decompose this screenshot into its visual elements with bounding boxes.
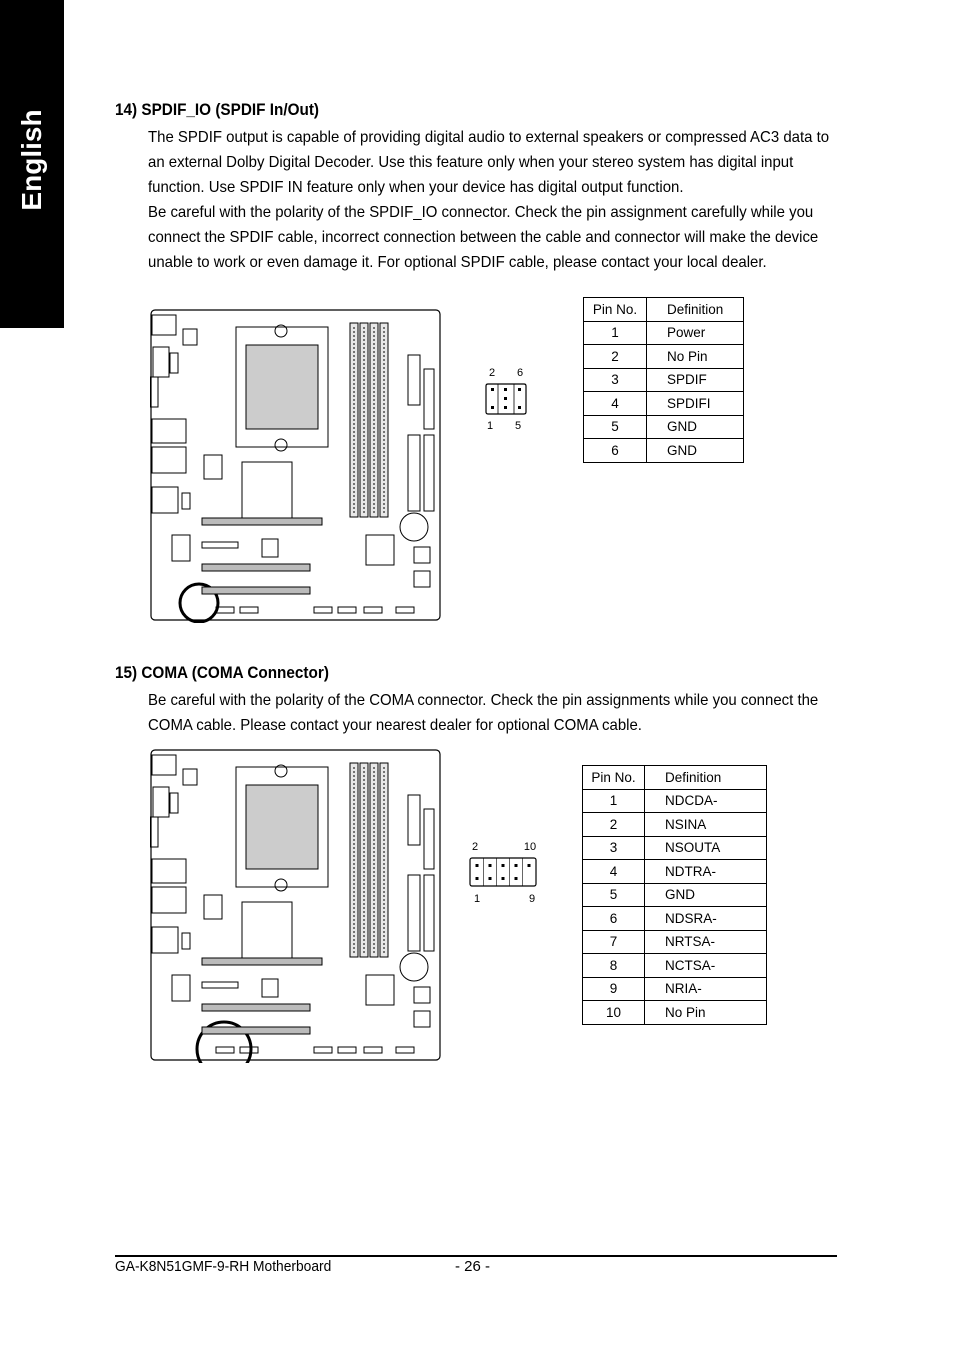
table-row [584,392,744,416]
cell-pin-no: 9 [583,977,645,1001]
cell-pin-no: 3 [584,368,647,392]
cell-definition: NRIA- [645,977,767,1001]
language-tab [0,0,64,328]
section-14-description [148,125,840,275]
cell-definition: NRTSA- [645,930,767,954]
footer-model-name: GA-K8N51GMF-9-RH Motherboard [115,1258,332,1275]
cell-definition: NDTRA- [645,860,767,884]
cell-definition: Power [647,321,744,345]
footer-page-number: - 26 - [455,1258,491,1275]
cell-definition: NDSRA- [645,907,767,931]
table-row [583,954,767,978]
cell-pin-no: 3 [583,836,645,860]
cell-pin-no: 10 [583,1001,645,1025]
cell-pin-no: 7 [583,930,645,954]
cell-pin-no: 4 [584,392,647,416]
pin-label-9: 9 [528,893,536,905]
pin-label-1: 1 [473,893,481,905]
pin-label-5: 5 [514,420,522,432]
cell-definition: GND [647,415,744,439]
pin-label-2: 2 [488,367,496,379]
table-row [584,321,744,345]
table-header-row [584,298,744,322]
motherboard-diagram-spdif [150,309,442,623]
table-row [583,813,767,837]
cell-pin-no: 5 [583,883,645,907]
motherboard-diagram-coma [150,749,442,1063]
section-14-paragraph-1: The SPDIF output is capable of providing digital audio to external speakers or compressed AC3 data to an external Dolby Digital Decoder. Use this feature only when your stereo system has digital input function. Use SPDIF IN feature only when your device has digital output function. [148,129,830,196]
cell-pin-no: 2 [584,345,647,369]
pin-label-10: 10 [523,841,537,853]
cell-pin-no: 4 [583,860,645,884]
header-pin-no: Pin No. [583,766,645,790]
cell-pin-no: 1 [584,321,647,345]
table-row [584,345,744,369]
cell-definition: SPDIFI [647,392,744,416]
cell-definition: NDCDA- [645,789,767,813]
language-tab-label: English [16,109,47,211]
table-row [583,860,767,884]
pin-label-2: 2 [471,841,479,853]
cell-definition: GND [647,439,744,463]
section-14-title: 14) SPDIF_IO (SPDIF In/Out) [115,100,320,119]
cell-definition: NSINA [645,813,767,837]
cell-pin-no: 2 [583,813,645,837]
cell-definition: GND [645,883,767,907]
cell-definition: No Pin [645,1001,767,1025]
table-row [583,836,767,860]
table-row [584,439,744,463]
coma-pin-diagram [466,838,546,908]
header-pin-no: Pin No. [584,298,647,322]
header-definition: Definition [647,298,744,322]
section-15-description [148,688,840,738]
coma-pin-table [582,765,767,1025]
table-header-row [583,766,767,790]
table-row [583,930,767,954]
footer-rule [115,1255,837,1257]
spdif-pin-diagram [478,364,538,434]
cell-pin-no: 5 [584,415,647,439]
table-row [583,977,767,1001]
table-row [584,368,744,392]
cell-pin-no: 8 [583,954,645,978]
cell-pin-no: 6 [584,439,647,463]
header-definition: Definition [645,766,767,790]
table-row [583,883,767,907]
section-15-title: 15) COMA (COMA Connector) [115,663,329,682]
spdif-pin-table [583,297,744,463]
cell-pin-no: 6 [583,907,645,931]
table-row [583,789,767,813]
table-row [584,415,744,439]
cell-definition: NCTSA- [645,954,767,978]
cell-definition: NSOUTA [645,836,767,860]
pin-label-1: 1 [486,420,494,432]
cell-definition: SPDIF [647,368,744,392]
cell-definition: No Pin [647,345,744,369]
section-14-paragraph-2: Be careful with the polarity of the SPDIF_IO connector. Check the pin assignment carefully while you connect the SPDIF cable, incorrect connection between the cable and connector will make the device unable to work or even damage it. For optional SPDIF cable, please contact your local dealer. [148,204,819,271]
table-row [583,907,767,931]
section-15-paragraph-1: Be careful with the polarity of the COMA connector. Check the pin assignments while you connect the COMA cable. Please contact your nearest dealer for optional COMA cable. [148,692,819,734]
pin-label-6: 6 [516,367,524,379]
cell-pin-no: 1 [583,789,645,813]
table-row [583,1001,767,1025]
